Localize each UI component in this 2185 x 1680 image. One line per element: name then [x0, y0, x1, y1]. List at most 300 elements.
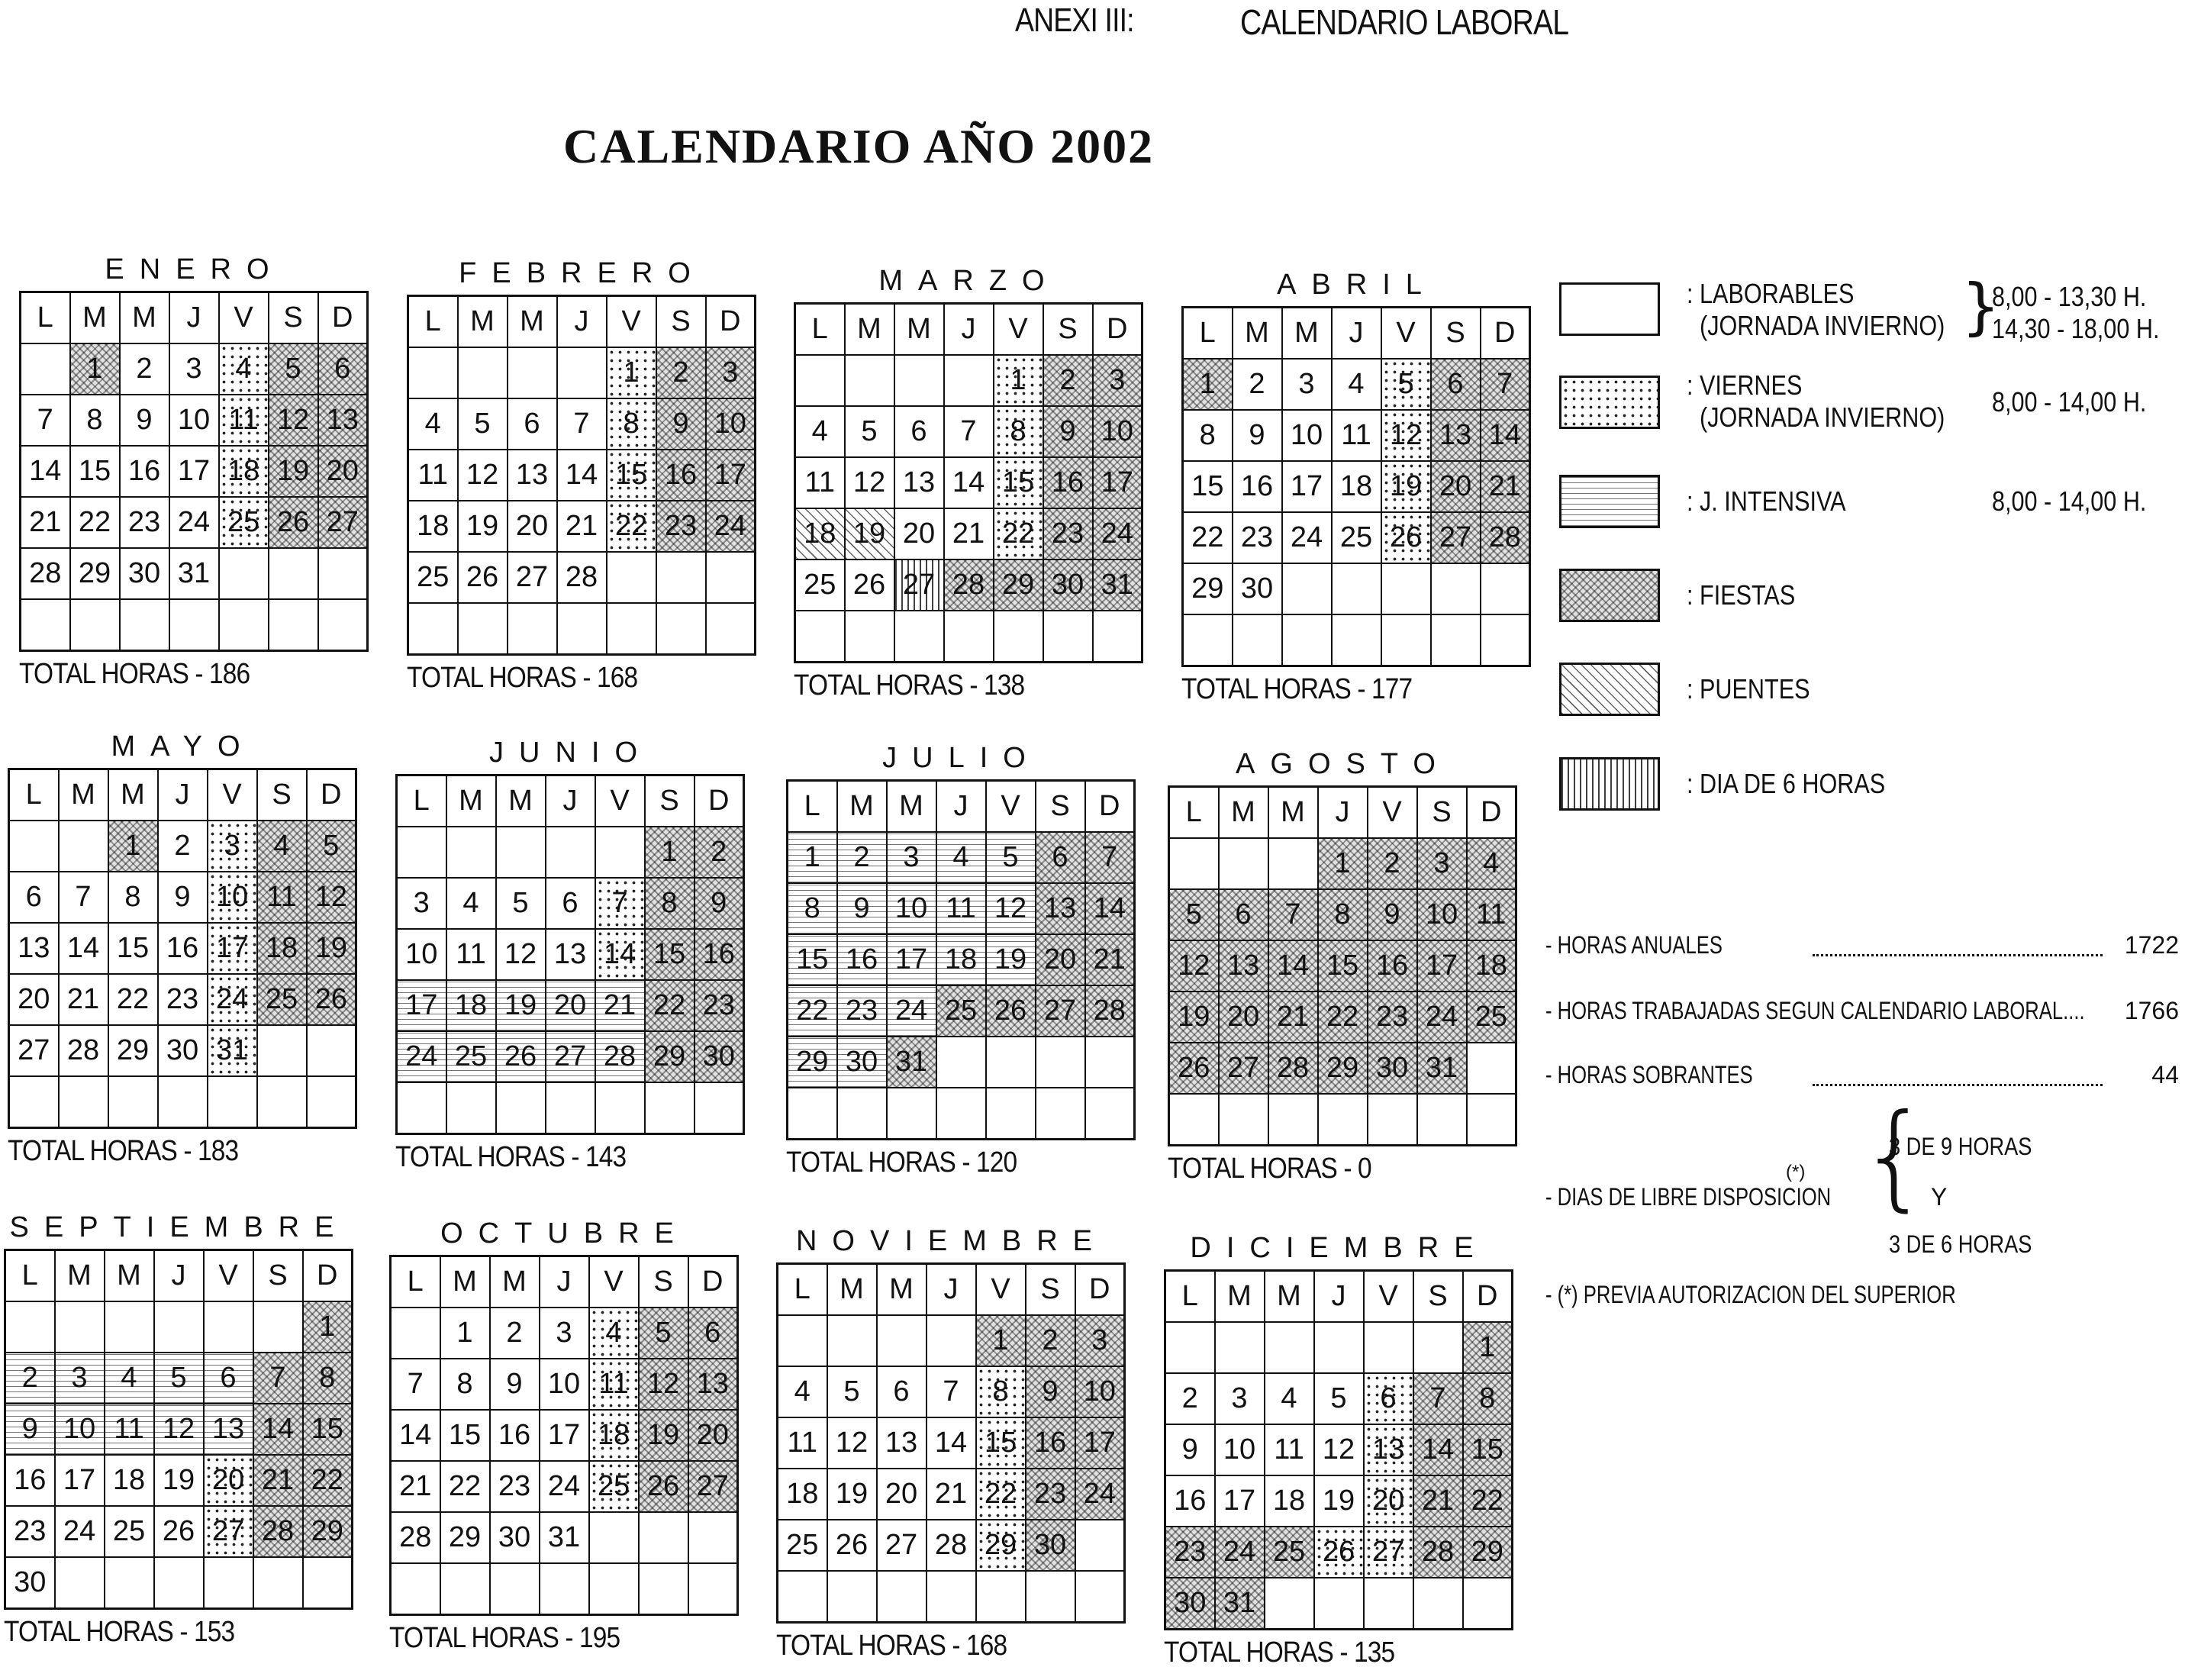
day-cell: 31: [1215, 1578, 1265, 1630]
day-cell: [778, 1315, 827, 1366]
day-cell: [927, 1571, 976, 1623]
day-cell: [944, 355, 994, 406]
weekday-header: M: [1233, 308, 1282, 360]
weekday-header: L: [397, 776, 446, 827]
day-cell: 15: [645, 929, 694, 980]
day-cell: 9: [837, 883, 887, 934]
day-cell: 25: [1265, 1527, 1314, 1578]
stat-horas-trabajadas: [1545, 997, 2179, 1030]
day-cell: [1314, 1578, 1364, 1630]
weekday-header: J: [557, 296, 607, 348]
day-cell: 25: [1332, 512, 1381, 563]
day-cell: [1282, 563, 1332, 614]
stat-horas-sobrantes-label: - HORAS SOBRANTES: [1545, 1061, 1753, 1088]
day-cell: [1368, 1094, 1417, 1146]
day-cell: 26: [986, 985, 1036, 1037]
legend-fiestas-label: : FIESTAS: [1687, 579, 1796, 611]
day-cell: [208, 1076, 257, 1128]
day-cell: 10: [540, 1359, 589, 1410]
day-cell: [589, 1563, 639, 1615]
weekday-header: M: [508, 296, 557, 348]
day-cell: 23: [656, 501, 706, 552]
month-table: [8, 768, 357, 1129]
day-cell: 20: [508, 501, 557, 552]
day-cell: [1417, 1094, 1467, 1146]
day-cell: 6: [546, 878, 595, 929]
weekday-header: L: [1165, 1271, 1215, 1323]
day-cell: 31: [169, 548, 219, 599]
weekday-header: J: [540, 1256, 589, 1308]
day-cell: 3: [55, 1353, 105, 1404]
day-cell: 7: [1085, 832, 1135, 883]
day-cell: 7: [944, 406, 994, 457]
day-cell: 25: [1467, 992, 1516, 1043]
day-cell: 15: [1318, 940, 1368, 992]
day-cell: 12: [986, 883, 1036, 934]
day-cell: 13: [688, 1359, 738, 1410]
day-cell: 6: [508, 398, 557, 450]
day-cell: 20: [204, 1455, 253, 1506]
day-cell: 28: [391, 1512, 440, 1563]
legend-viernes-label: : VIERNES (JORNADA INVIERNO): [1687, 369, 1945, 433]
day-cell: 30: [1043, 559, 1093, 611]
month-mayo: [8, 725, 359, 1168]
day-cell: 15: [303, 1404, 353, 1455]
weekday-header: M: [887, 781, 936, 833]
day-cell: 10: [169, 395, 219, 446]
day-cell: [397, 1082, 446, 1134]
day-cell: [1036, 1037, 1085, 1088]
day-cell: 14: [927, 1417, 976, 1469]
month-agosto: [1168, 743, 1519, 1185]
day-cell: 21: [1481, 461, 1530, 512]
day-cell: 13: [204, 1404, 253, 1455]
day-cell: 3: [208, 821, 257, 872]
day-cell: 22: [440, 1461, 490, 1512]
day-cell: 9: [1233, 410, 1282, 461]
day-cell: 19: [458, 501, 508, 552]
day-cell: [105, 1301, 154, 1353]
day-cell: 28: [944, 559, 994, 611]
day-cell: [706, 603, 756, 655]
day-cell: 6: [1219, 889, 1268, 940]
day-cell: 17: [706, 450, 756, 501]
month-octubre: [389, 1212, 740, 1655]
brace-icon: {: [1858, 1090, 1932, 1223]
day-cell: [837, 1088, 887, 1140]
day-cell: 23: [1165, 1527, 1215, 1578]
day-cell: 13: [1219, 940, 1268, 992]
day-cell: 8: [607, 398, 656, 450]
weekday-header: M: [1265, 1271, 1314, 1323]
day-cell: 3: [540, 1308, 589, 1359]
day-cell: 2: [1026, 1315, 1075, 1366]
day-cell: 20: [1036, 934, 1085, 985]
legend-swatch-seis-horas: [1559, 757, 1660, 811]
weekday-header: S: [269, 292, 318, 344]
day-cell: 22: [303, 1455, 353, 1506]
day-cell: 24: [887, 985, 936, 1037]
day-cell: [219, 548, 269, 599]
day-cell: [887, 1088, 936, 1140]
weekday-header: V: [1368, 787, 1417, 839]
weekday-header: J: [944, 304, 994, 356]
stat-horas-anuales-value: 1722: [2124, 931, 2179, 959]
day-cell: 29: [788, 1037, 837, 1088]
day-cell: 22: [70, 497, 120, 548]
day-cell: 4: [219, 343, 269, 395]
day-cell: 11: [1265, 1424, 1314, 1475]
weekday-header: L: [9, 769, 59, 821]
day-cell: 3: [1093, 355, 1142, 406]
day-cell: 16: [1368, 940, 1417, 992]
day-cell: [927, 1315, 976, 1366]
month-noviembre: [776, 1220, 1127, 1662]
weekday-header: D: [303, 1250, 353, 1302]
weekday-header: S: [656, 296, 706, 348]
day-cell: [845, 355, 894, 406]
month-name: JUNIO: [489, 737, 653, 769]
day-cell: 6: [1431, 359, 1481, 410]
day-cell: 4: [105, 1353, 154, 1404]
stat-dias-libre-mark: (*): [1786, 1162, 1806, 1182]
day-cell: 7: [595, 878, 645, 929]
day-cell: [303, 1557, 353, 1609]
weekday-header: S: [1431, 308, 1481, 360]
day-cell: [607, 552, 656, 603]
weekday-header: L: [391, 1256, 440, 1308]
day-cell: 1: [1463, 1322, 1513, 1373]
day-cell: [639, 1563, 688, 1615]
day-cell: 5: [1169, 889, 1219, 940]
day-cell: 3: [397, 878, 446, 929]
legend-swatch-viernes: [1559, 376, 1660, 429]
day-cell: 25: [778, 1520, 827, 1571]
day-cell: [1085, 1088, 1135, 1140]
day-cell: 4: [1332, 359, 1381, 410]
day-cell: 16: [656, 450, 706, 501]
day-cell: 13: [1431, 410, 1481, 461]
weekday-header: M: [894, 304, 944, 356]
weekday-header: M: [496, 776, 546, 827]
day-cell: [408, 603, 458, 655]
month-table: [4, 1249, 353, 1610]
day-cell: 21: [944, 508, 994, 559]
weekday-header: V: [986, 781, 1036, 833]
day-cell: 18: [1265, 1475, 1314, 1527]
day-cell: 26: [827, 1520, 877, 1571]
day-cell: 13: [1036, 883, 1085, 934]
month-name: MARZO: [878, 265, 1060, 297]
day-cell: 4: [795, 406, 845, 457]
day-cell: 23: [694, 980, 744, 1031]
day-cell: 6: [877, 1366, 927, 1417]
day-cell: 1: [788, 832, 837, 883]
day-cell: [269, 548, 318, 599]
day-cell: [1233, 614, 1282, 666]
day-cell: [694, 1082, 744, 1134]
weekday-header: M: [108, 769, 158, 821]
day-cell: 15: [1183, 461, 1233, 512]
day-cell: 1: [303, 1301, 353, 1353]
month-febrero: [407, 252, 758, 695]
weekday-header: S: [253, 1250, 303, 1302]
day-cell: 17: [1215, 1475, 1265, 1527]
day-cell: 6: [894, 406, 944, 457]
day-cell: 11: [936, 883, 986, 934]
month-total-hours: TOTAL HORAS - 168: [776, 1630, 1007, 1662]
weekday-header: D: [1093, 304, 1142, 356]
month-name: SEPTIEMBRE: [9, 1211, 350, 1243]
day-cell: 6: [9, 872, 59, 923]
day-cell: 5: [269, 343, 318, 395]
day-cell: 28: [595, 1031, 645, 1082]
weekday-header: M: [59, 769, 108, 821]
day-cell: [1268, 1094, 1318, 1146]
day-cell: 19: [154, 1455, 204, 1506]
day-cell: [446, 1082, 496, 1134]
day-cell: 18: [795, 508, 845, 559]
day-cell: [257, 1076, 307, 1128]
day-cell: 29: [1183, 563, 1233, 614]
day-cell: 7: [59, 872, 108, 923]
day-cell: 11: [219, 395, 269, 446]
day-cell: 26: [1381, 512, 1431, 563]
day-cell: 8: [788, 883, 837, 934]
weekday-header: J: [927, 1264, 976, 1316]
day-cell: [391, 1563, 440, 1615]
day-cell: 13: [546, 929, 595, 980]
day-cell: [688, 1563, 738, 1615]
legend-intensiva-label: : J. INTENSIVA: [1687, 485, 1846, 517]
day-cell: 21: [391, 1461, 440, 1512]
day-cell: 17: [1093, 457, 1142, 508]
day-cell: 26: [458, 552, 508, 603]
day-cell: [59, 821, 108, 872]
day-cell: 24: [540, 1461, 589, 1512]
day-cell: 9: [490, 1359, 540, 1410]
day-cell: 5: [827, 1366, 877, 1417]
weekday-header: D: [1463, 1271, 1513, 1323]
day-cell: [21, 599, 70, 651]
day-cell: 10: [1093, 406, 1142, 457]
day-cell: 29: [994, 559, 1043, 611]
stat-horas-trabajadas-value: 1766: [2124, 997, 2179, 1024]
day-cell: 1: [1183, 359, 1233, 410]
day-cell: [1026, 1571, 1075, 1623]
month-septiembre: [4, 1206, 355, 1649]
day-cell: 7: [557, 398, 607, 450]
day-cell: 26: [154, 1506, 204, 1557]
day-cell: 12: [154, 1404, 204, 1455]
day-cell: 10: [1417, 889, 1467, 940]
day-cell: 22: [976, 1469, 1026, 1520]
day-cell: 13: [877, 1417, 927, 1469]
day-cell: 31: [540, 1512, 589, 1563]
weekday-header: V: [1364, 1271, 1413, 1323]
day-cell: [397, 827, 446, 878]
day-cell: 16: [120, 446, 169, 497]
month-table: [794, 302, 1143, 663]
day-cell: 26: [496, 1031, 546, 1082]
weekday-header: M: [440, 1256, 490, 1308]
day-cell: [1431, 563, 1481, 614]
legend-swatch-puentes: [1559, 663, 1660, 716]
day-cell: 8: [1463, 1373, 1513, 1424]
day-cell: [1332, 614, 1381, 666]
day-cell: 2: [656, 347, 706, 398]
day-cell: 30: [120, 548, 169, 599]
day-cell: 20: [1364, 1475, 1413, 1527]
weekday-header: M: [70, 292, 120, 344]
day-cell: [1463, 1578, 1513, 1630]
day-cell: 13: [894, 457, 944, 508]
stat-dias-libre-label: - DIAS DE LIBRE DISPOSICION: [1545, 1183, 1832, 1211]
day-cell: 2: [120, 343, 169, 395]
day-cell: 21: [557, 501, 607, 552]
weekday-header: D: [1085, 781, 1135, 833]
day-cell: [408, 347, 458, 398]
day-cell: 22: [788, 985, 837, 1037]
day-cell: [9, 1076, 59, 1128]
day-cell: 5: [496, 878, 546, 929]
legend-swatch-laborables: [1559, 282, 1660, 336]
day-cell: 12: [269, 395, 318, 446]
day-cell: 16: [1165, 1475, 1215, 1527]
weekday-header: M: [877, 1264, 927, 1316]
day-cell: [1282, 614, 1332, 666]
stat-nota-label: - (*) PREVIA AUTORIZACION DEL SUPERIOR: [1545, 1281, 1956, 1308]
day-cell: [1413, 1578, 1463, 1630]
weekday-header: S: [1413, 1271, 1463, 1323]
weekday-header: L: [5, 1250, 55, 1302]
month-total-hours: TOTAL HORAS - 120: [786, 1146, 1017, 1179]
day-cell: 13: [9, 923, 59, 974]
day-cell: 14: [253, 1404, 303, 1455]
day-cell: 16: [490, 1410, 540, 1461]
stat-dias-libre-opt2: 3 DE 6 HORAS: [1889, 1230, 2032, 1258]
dotted-leader: [1813, 1061, 2103, 1086]
day-cell: [1364, 1322, 1413, 1373]
day-cell: 20: [1431, 461, 1481, 512]
day-cell: [656, 603, 706, 655]
day-cell: 28: [1268, 1043, 1318, 1094]
day-cell: 11: [257, 872, 307, 923]
day-cell: [1265, 1578, 1314, 1630]
day-cell: [788, 1088, 837, 1140]
day-cell: [595, 827, 645, 878]
day-cell: 19: [496, 980, 546, 1031]
day-cell: 1: [976, 1315, 1026, 1366]
day-cell: [253, 1557, 303, 1609]
day-cell: 7: [1413, 1373, 1463, 1424]
day-cell: 20: [9, 974, 59, 1025]
day-cell: 4: [936, 832, 986, 883]
day-cell: [1314, 1322, 1364, 1373]
day-cell: 12: [307, 872, 356, 923]
day-cell: 4: [257, 821, 307, 872]
day-cell: 29: [1463, 1527, 1513, 1578]
stat-dias-libre-y: Y: [1931, 1183, 1948, 1211]
day-cell: 14: [557, 450, 607, 501]
weekday-header: M: [1282, 308, 1332, 360]
day-cell: [894, 611, 944, 663]
day-cell: 14: [944, 457, 994, 508]
weekday-header: V: [595, 776, 645, 827]
weekday-header: M: [105, 1250, 154, 1302]
day-cell: 3: [1282, 359, 1332, 410]
day-cell: [589, 1512, 639, 1563]
day-cell: 17: [169, 446, 219, 497]
day-cell: 23: [120, 497, 169, 548]
day-cell: 30: [5, 1557, 55, 1609]
day-cell: 29: [976, 1520, 1026, 1571]
month-table: [1164, 1269, 1513, 1630]
day-cell: 21: [1268, 992, 1318, 1043]
day-cell: [5, 1301, 55, 1353]
month-table: [19, 291, 369, 652]
day-cell: 19: [1314, 1475, 1364, 1527]
month-table: [1181, 306, 1531, 667]
day-cell: [1043, 611, 1093, 663]
month-total-hours: TOTAL HORAS - 0: [1168, 1153, 1371, 1185]
day-cell: 24: [208, 974, 257, 1025]
day-cell: 8: [645, 878, 694, 929]
day-cell: [496, 827, 546, 878]
day-cell: [845, 611, 894, 663]
day-cell: 15: [976, 1417, 1026, 1469]
month-total-hours: TOTAL HORAS - 138: [794, 669, 1025, 701]
day-cell: 6: [1036, 832, 1085, 883]
day-cell: 15: [607, 450, 656, 501]
day-cell: 1: [994, 355, 1043, 406]
day-cell: 24: [1417, 992, 1467, 1043]
day-cell: 12: [827, 1417, 877, 1469]
weekday-header: V: [589, 1256, 639, 1308]
day-cell: 11: [446, 929, 496, 980]
day-cell: 7: [1481, 359, 1530, 410]
day-cell: 28: [1085, 985, 1135, 1037]
stat-horas-sobrantes-value: 44: [2151, 1061, 2179, 1088]
day-cell: 18: [105, 1455, 154, 1506]
day-cell: 21: [595, 980, 645, 1031]
day-cell: 14: [1085, 883, 1135, 934]
day-cell: [557, 347, 607, 398]
day-cell: 14: [59, 923, 108, 974]
day-cell: 29: [108, 1025, 158, 1076]
day-cell: 3: [1075, 1315, 1125, 1366]
day-cell: [1219, 838, 1268, 889]
day-cell: 3: [1417, 838, 1467, 889]
month-abril: [1181, 263, 1532, 706]
day-cell: 10: [208, 872, 257, 923]
day-cell: [154, 1557, 204, 1609]
day-cell: 22: [1318, 992, 1368, 1043]
day-cell: [1481, 614, 1530, 666]
day-cell: 8: [1318, 889, 1368, 940]
day-cell: [936, 1037, 986, 1088]
day-cell: 16: [5, 1455, 55, 1506]
day-cell: 7: [391, 1359, 440, 1410]
day-cell: 13: [1364, 1424, 1413, 1475]
day-cell: 19: [1169, 992, 1219, 1043]
day-cell: 4: [589, 1308, 639, 1359]
weekday-header: D: [694, 776, 744, 827]
day-cell: 2: [1043, 355, 1093, 406]
day-cell: 3: [169, 343, 219, 395]
day-cell: 19: [986, 934, 1036, 985]
day-cell: 20: [546, 980, 595, 1031]
